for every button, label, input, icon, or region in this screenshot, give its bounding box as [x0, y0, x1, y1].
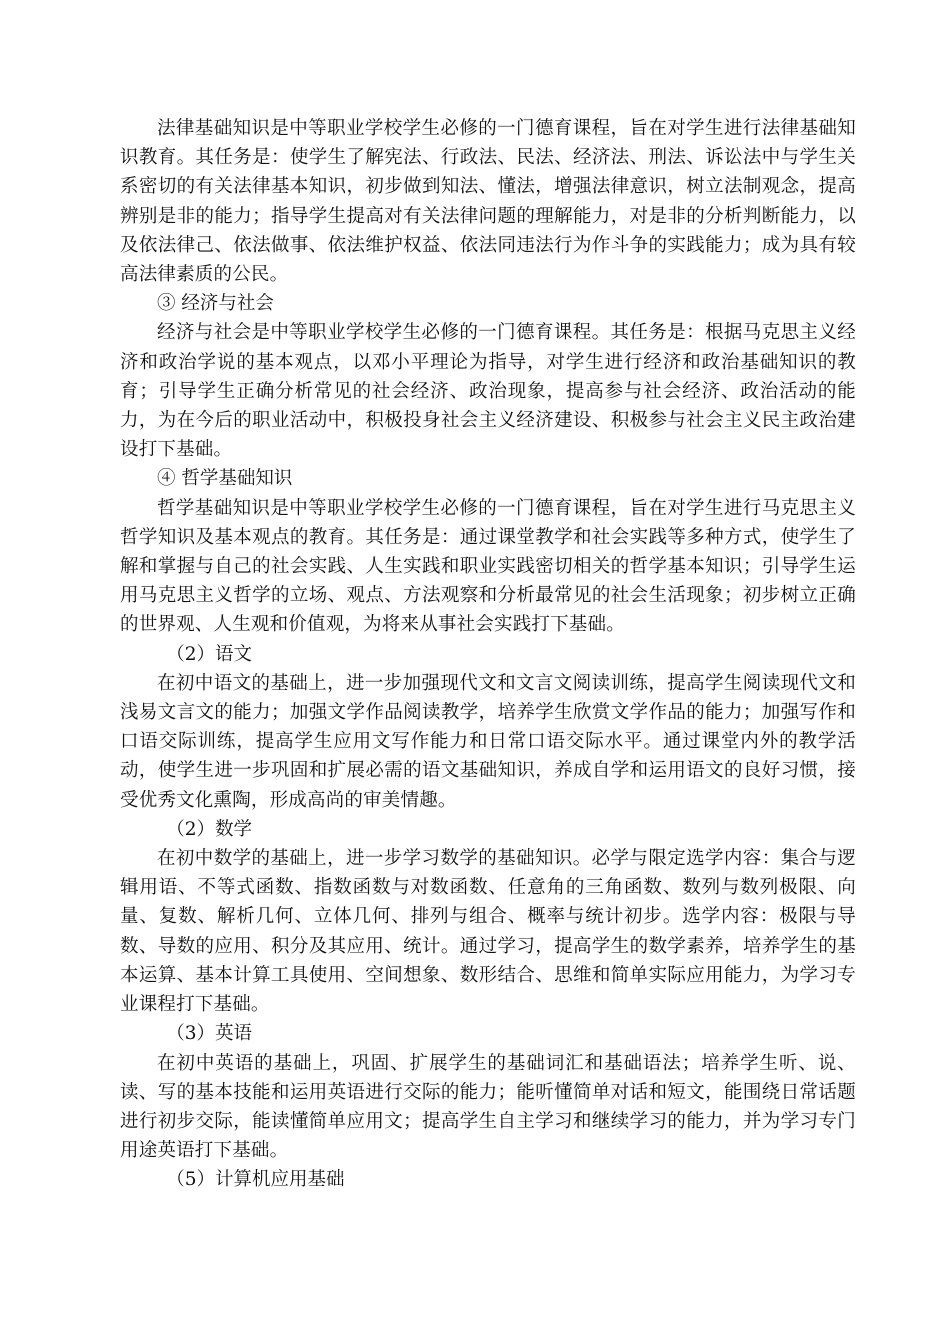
heading-philosophy: ④ 哲学基础知识 [157, 468, 293, 490]
document-page [120, 114, 856, 1195]
heading-math: （2）数学 [166, 818, 253, 840]
heading-economy-society: ③ 经济与社会 [157, 293, 274, 315]
heading-chinese: （2）语文 [166, 643, 253, 665]
paragraph-economy-society: 经济与社会是中等职业学校学生必修的一门德育课程。其任务是：根据马克思主义经济和政治学说的基本观点，以邓小平理论为指导，对学生进行经济和政治基础知识的教育；引导学生正确分析常见的社会经济、政治现象，提高参与社会经济、政治活动的能力，为在今后的职业活动中，积极投身社会主义经济建设、积极参与社会主义民主政治建设打下基础。 [120, 322, 856, 461]
paragraph-math: 在初中数学的基础上，进一步学习数学的基础知识。必学与限定选学内容：集合与逻辑用语、不等式函数、指数函数与对数函数、任意角的三角函数、数列与数列极限、向量、复数、解析几何、立体几何、排列与组合、概率与统计初步。选学内容：极限与导数、导数的应用、积分及其应用、统计。通过学习，提高学生的数学素养，培养学生的基本运算、基本计算工具使用、空间想象、数形结合、思维和简单实际应用能力，为学习专业课程打下基础。 [120, 848, 856, 1016]
paragraph-english: 在初中英语的基础上，巩固、扩展学生的基础词汇和基础语法；培养学生听、说、读、写的基本技能和运用英语进行交际的能力；能听懂简单对话和短文，能围绕日常话题进行初步交际，能读懂简单应用文；提高学生自主学习和继续学习的能力，并为学习专门用途英语打下基础。 [120, 1052, 856, 1162]
heading-computer-basics: （5）计算机应用基础 [166, 1169, 345, 1191]
paragraph-philosophy: 哲学基础知识是中等职业学校学生必修的一门德育课程，旨在对学生进行马克思主义哲学知识及基本观点的教育。其任务是：通过课堂教学和社会实践等多种方式，使学生了解和掌握与自己的社会实践、人生实践和职业实践密切相关的哲学基本知识；引导学生运用马克思主义哲学的立场、观点、方法观察和分析最常见的社会生活现象；初步树立正确的世界观、人生观和价值观，为将来从事社会实践打下基础。 [120, 497, 856, 636]
heading-english: （3）英语 [166, 1023, 253, 1045]
paragraph-law-basics: 法律基础知识是中等职业学校学生必修的一门德育课程，旨在对学生进行法律基础知识教育。其任务是：使学生了解宪法、行政法、民法、经济法、刑法、诉讼法中与学生关系密切的有关法律基本知识，初步做到知法、懂法，增强法律意识，树立法制观念，提高辨别是非的能力；指导学生提高对有关法律问题的理解能力，对是非的分析判断能力，以及依法律己、依法做事、依法维护权益、依法同违法行为作斗争的实践能力；成为具有较高法律素质的公民。 [120, 118, 856, 286]
paragraph-chinese: 在初中语文的基础上，进一步加强现代文和文言文阅读训练，提高学生阅读现代文和浅易文言文的能力；加强文学作品阅读教学，培养学生欣赏文学作品的能力；加强写作和口语交际训练，提高学生应用文写作能力和日常口语交际水平。通过课堂内外的教学活动，使学生进一步巩固和扩展必需的语文基础知识，养成自学和运用语文的良好习惯，接受优秀文化熏陶，形成高尚的审美情趣。 [120, 672, 856, 811]
